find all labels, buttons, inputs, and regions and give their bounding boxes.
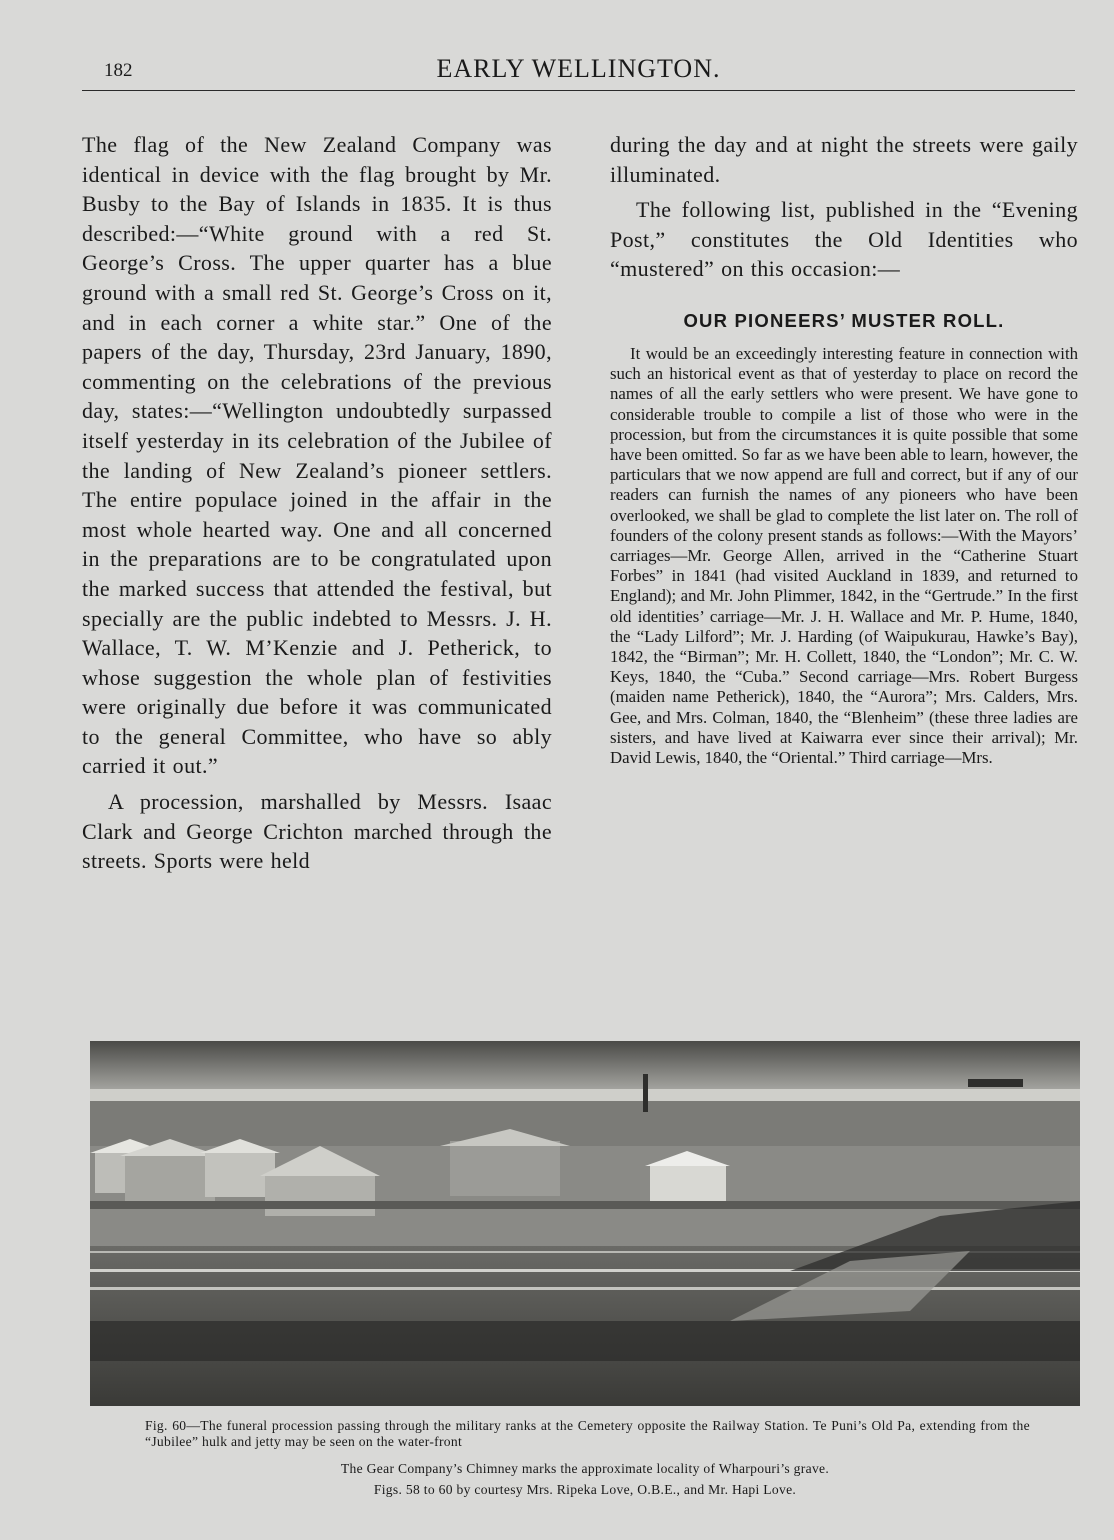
figure-caption: Fig. 60—The funeral procession passing through the military ranks at the Cemetery opposite the Railway Station. Te Puni’s Old Pa, extending from the “Jubilee” hulk and jetty may be seen on the water-front	[145, 1418, 1030, 1449]
photo-illustration	[90, 1041, 1080, 1406]
left-column	[82, 130, 552, 876]
paragraph-flag-description: The flag of the New Zealand Company was identical in device with the flag brought by Mr. Busby to the Bay of Islands in 1835. It is thus described:—“White ground with a red St. George’s Cross. The upper quarter has a blue ground with a small red St. George’s Cross on it, and in each corner a white star.” One of the papers of the day, Thursday, 23rd January, 1890, commenting on the celebrations of the previous day, states:—“Wellington undoubtedly surpassed itself yesterday in its celebration of the Jubilee of the landing of New Zealand’s pioneer settlers. The entire populace joined in the affair in the most whole hearted way. One and all concerned in the preparations are to be congratulated upon the marked success that attended the festival, but specially are the public indebted to Messrs. J. H. Wallace, T. W. M’Kenzie and J. Petherick, to whose suggestion the whole plan of festivities were originally due before it was communicated to the general Committee, who have so ably carried it out.”	[82, 132, 552, 779]
muster-roll-text: It would be an exceedingly interesting feature in connection with such an historical event as that of yesterday to place on record the names of all the early settlers who were present. We have gone to considerable trouble to compile a list of those who were in the procession, but from the circumstances it is quite possible that some have been omitted. So far as we have been able to learn, however, the particulars that we now append are full and correct, but if any of our readers can furnish the names of any pioneers who have been overlooked, we shall be glad to complete the list later on. The roll of founders of the colony present stands as follows:—With the Mayors’ carriages—Mr. George Allen, arrived in the “Catherine Stuart Forbes” in 1841 (had visited Auckland in 1839, and returned to England); and Mr. John Plimmer, 1842, in the “Gertrude.” In the first old identities’ carriage—Mr. J. H. Wallace and Mr. P. Hume, 1840, the “Lady Lilford”; Mr. J. Harding (of Waipukurau, Hawke’s Bay), 1842, the “Birman”; Mr. H. Collett, 1840, the “London”; Mr. C. W. Keys, 1840, the “Cuba.” Second carriage—Mrs. Robert Burgess (maiden name Petherick), 1840, the “Aurora”; Mrs. Calders, Mrs. Gee, and Mrs. Colman, 1840, the “Blenheim” (these three ladies are sisters, and have lived at Kaiwarra ever since their arrival); Mr. David Lewis, 1840, the “Oriental.” Third carriage—Mrs.	[610, 343, 1078, 768]
figure-caption-line2: The Gear Company’s Chimney marks the approximate locality of Wharpouri’s grave.	[340, 1461, 830, 1476]
running-header	[82, 54, 1075, 91]
paragraph-evening-post: The following list, published in the “Evening Post,” constitutes the Old Identities who “mustered” on this occasion:—	[610, 197, 1078, 282]
section-heading: OUR PIONEERS’ MUSTER ROLL.	[683, 309, 1005, 331]
page-number: 182	[104, 60, 133, 81]
historical-photograph	[90, 1041, 1080, 1406]
running-title: EARLY WELLINGTON.	[436, 54, 721, 83]
paragraph-illumination: during the day and at night the streets were gaily illuminated.	[610, 132, 1078, 187]
right-column	[610, 130, 1078, 768]
figure-credit: Figs. 58 to 60 by courtesy Mrs. Ripeka Love, O.B.E., and Mr. Hapi Love.	[373, 1482, 797, 1497]
paragraph-procession: A procession, marshalled by Messrs. Isaac Clark and George Crichton marched through the streets. Sports were held	[82, 789, 552, 874]
